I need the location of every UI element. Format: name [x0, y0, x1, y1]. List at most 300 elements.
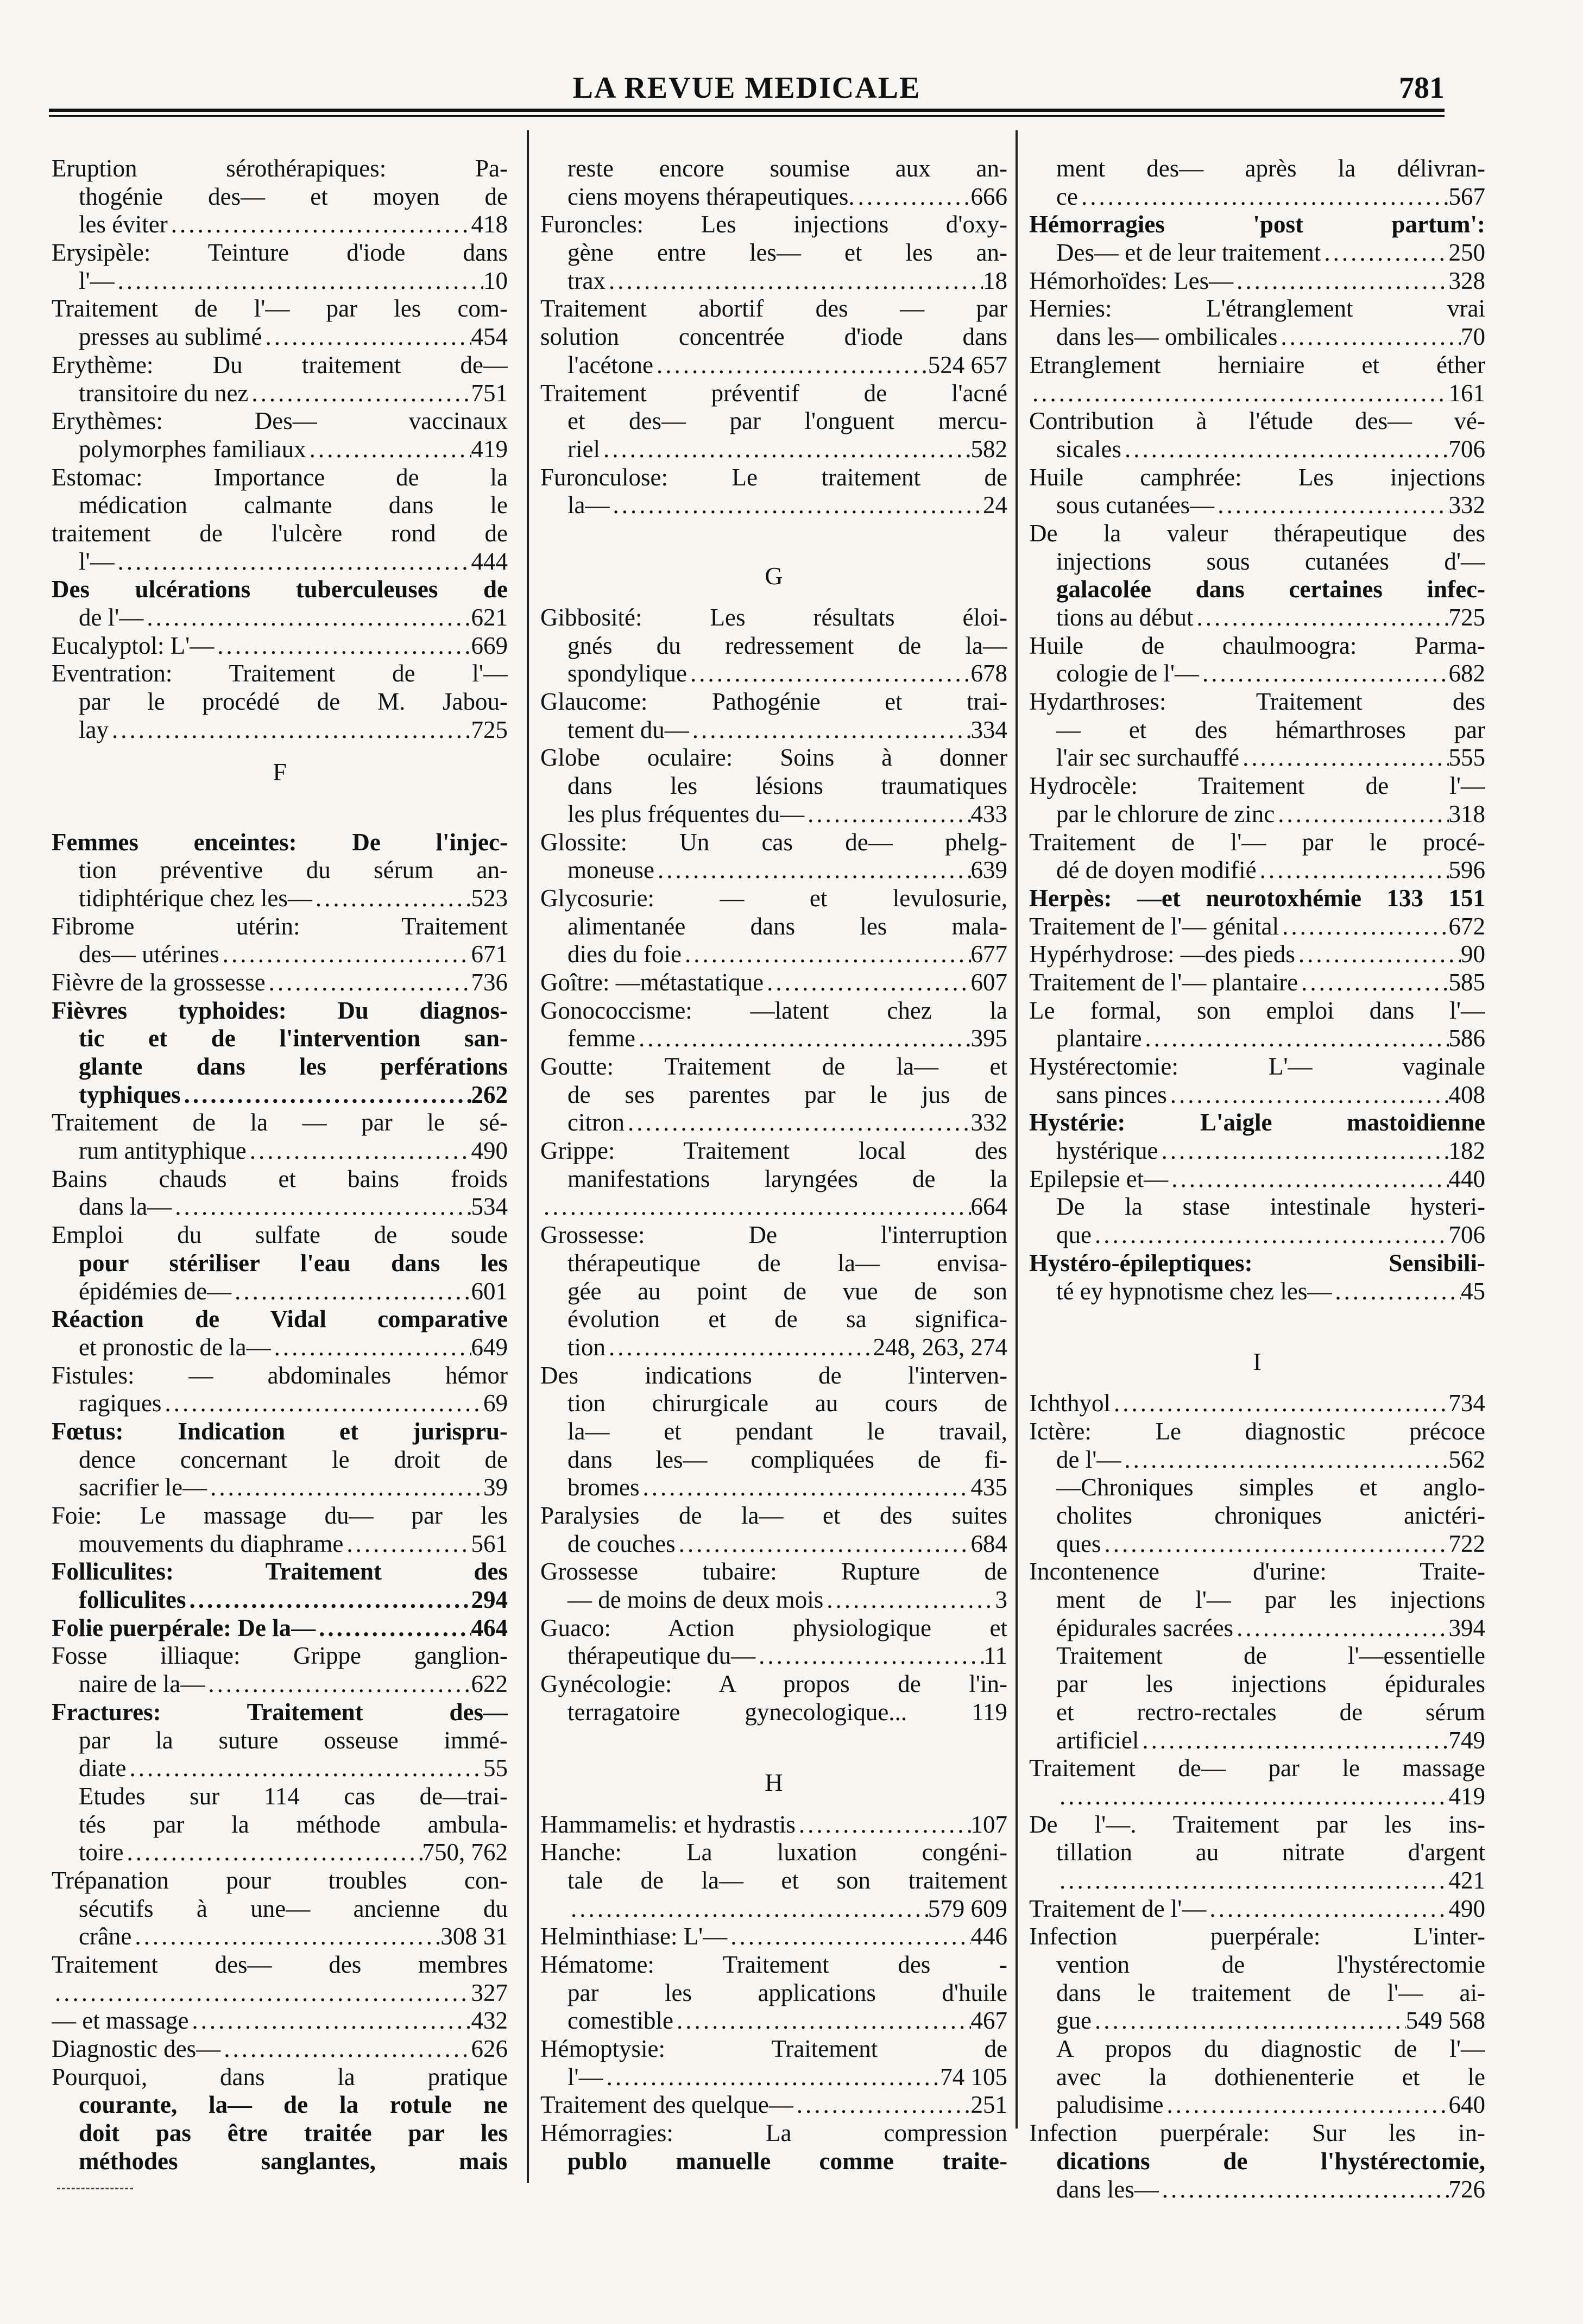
entry-text: que — [1056, 1221, 1092, 1249]
page-ref: 435 — [970, 1474, 1007, 1501]
index-line: et des— par l'onguent mercu- — [567, 407, 1007, 435]
index-line: Ictère: Le diagnostic précoce — [1029, 1417, 1485, 1445]
page-ref: 666 — [970, 182, 1007, 210]
entry-text: plantaire — [1056, 1025, 1142, 1052]
page-ref: 70 — [1461, 323, 1485, 351]
index-line — [1029, 604, 1485, 632]
index-line: Furonculose: Le traitement de — [540, 463, 1007, 491]
leader-dots — [1163, 2091, 1448, 2119]
page-ref: 251 — [970, 2091, 1007, 2119]
entry-text: Eucalyptol: L'— — [52, 631, 215, 659]
leader-dots — [676, 1530, 971, 1558]
page-ref: 549 568 — [1405, 2007, 1485, 2035]
page-ref: 419 — [471, 435, 508, 463]
index-line — [1029, 1614, 1485, 1643]
leader-dots — [1029, 380, 1449, 408]
leader-dots — [1141, 1025, 1448, 1053]
index-line — [52, 1193, 508, 1221]
index-line — [1029, 1727, 1485, 1755]
index-line: gée au point de vue de son — [567, 1277, 1007, 1305]
leader-dots — [793, 2091, 971, 2119]
index-line — [52, 435, 508, 464]
index-line: par les applications d'huile — [567, 1979, 1007, 2006]
index-line: Réaction de Vidal comparative — [52, 1305, 508, 1333]
index-line: évolution et de sa significa- — [567, 1305, 1007, 1333]
page-ref: 464 — [471, 1614, 508, 1641]
page-ref: 250 — [1448, 239, 1485, 267]
page-ref: 677 — [970, 940, 1007, 968]
index-line: de ses parentes par le jus de — [567, 1081, 1007, 1108]
leader-dots — [52, 1979, 471, 2007]
leader-dots — [220, 2035, 471, 2063]
leader-dots — [207, 1474, 483, 1502]
index-line — [52, 1979, 508, 2007]
index-line: Erythèmes: Des— vaccinaux — [52, 407, 508, 435]
index-line — [1029, 940, 1485, 969]
entry-text: crâne — [79, 1923, 132, 1950]
index-line: méthodes sanglantes, mais — [79, 2147, 508, 2175]
page-ref: 567 — [1448, 182, 1485, 210]
index-line — [1029, 800, 1485, 829]
page-ref: 523 — [471, 884, 508, 912]
leader-dots — [1233, 1614, 1448, 1643]
index-line: Fibrome utérin: Traitement — [52, 912, 508, 940]
entry-text: té ey hypnotisme chez les— — [1056, 1277, 1332, 1305]
index-line — [540, 2063, 1007, 2092]
page-ref: 749 — [1448, 1726, 1485, 1754]
page-ref: 433 — [970, 800, 1007, 828]
index-line: Pourquoi, dans la pratique — [52, 2063, 508, 2091]
index-line: Eruption sérothérapiques: Pa- — [52, 155, 508, 182]
column-divider-1 — [527, 130, 529, 2183]
index-line — [1029, 913, 1485, 941]
page-ref: 182 — [1448, 1137, 1485, 1165]
index-line: Incontenence d'urine: Traite- — [1029, 1558, 1485, 1586]
leader-dots — [115, 267, 483, 295]
entry-text: Folie puerpérale: De la— — [52, 1614, 316, 1641]
page-ref: 671 — [471, 940, 508, 968]
leader-dots — [1121, 435, 1449, 464]
entry-text: Traitement de l'— génital — [1029, 912, 1279, 940]
section-letter-f: F — [273, 758, 287, 786]
entry-text: transitoire du nez — [79, 379, 249, 407]
index-line — [540, 1586, 1007, 1614]
entry-text: dans les— — [1056, 2175, 1159, 2203]
index-line — [1029, 183, 1485, 211]
page-ref: 490 — [471, 1137, 508, 1165]
leader-dots — [1111, 1390, 1449, 1418]
index-line — [52, 211, 508, 239]
entry-text: presses au sublimé — [79, 323, 262, 351]
index-line — [1029, 660, 1485, 688]
entry-text: épidémies de— — [79, 1277, 232, 1305]
index-line — [52, 1614, 508, 1643]
entry-text: tions au début — [1056, 604, 1194, 631]
index-line — [540, 800, 1007, 829]
journal-title: LA REVUE MEDICALE — [572, 71, 921, 105]
page-ref: 582 — [970, 435, 1007, 463]
leader-dots — [1139, 1727, 1448, 1755]
leader-dots — [126, 1754, 483, 1783]
leader-dots — [131, 1923, 440, 1951]
index-line: courante, la— de la rotule ne — [79, 2091, 508, 2119]
leader-dots — [1214, 491, 1448, 520]
leader-dots — [1078, 183, 1449, 211]
entry-text: artificiel — [1056, 1726, 1139, 1754]
index-line — [1029, 1165, 1485, 1193]
page-ref: 308 31 — [440, 1923, 508, 1950]
entry-text: sous cutanées— — [1056, 491, 1215, 519]
leader-dots — [231, 1278, 471, 1306]
index-line: dans les lésions traumatiques — [567, 772, 1007, 800]
index-line — [540, 1895, 1007, 1923]
index-line: De la stase intestinale hysteri- — [1056, 1193, 1485, 1221]
leader-dots — [1199, 660, 1448, 688]
index-line — [52, 323, 508, 351]
leader-dots — [1206, 1895, 1448, 1923]
leader-dots — [219, 940, 471, 969]
page-ref: 664 — [970, 1193, 1007, 1221]
leader-dots — [687, 660, 971, 688]
index-line: galacolée dans certaines infec- — [1056, 576, 1485, 603]
leader-dots — [186, 1586, 471, 1614]
index-line: Glossite: Un cas de— phelg- — [540, 828, 1007, 856]
entry-text: Traitement de l'— plantaire — [1029, 968, 1298, 996]
index-line: Folliculites: Traitement des — [52, 1558, 508, 1586]
index-line — [540, 1193, 1007, 1221]
index-column-2 — [540, 155, 1007, 2176]
index-line: Traitement de— par le massage — [1029, 1754, 1485, 1782]
header-rule-thick — [49, 109, 1445, 112]
index-line: Traitement de l'— par les com- — [52, 295, 508, 323]
index-line — [540, 435, 1007, 464]
page-ref: 534 — [471, 1193, 508, 1221]
index-line: Traitement de l'—essentielle — [1056, 1642, 1485, 1670]
leader-dots — [115, 548, 471, 576]
page-ref: 561 — [471, 1530, 508, 1557]
index-line: et rectro-rectales de sérum — [1056, 1698, 1485, 1726]
entry-text: Traitement de l'— — [1029, 1894, 1207, 1922]
index-line: ment des— après la délivran- — [1056, 155, 1485, 182]
page-ref: 318 — [1448, 800, 1485, 828]
index-line — [52, 548, 508, 576]
leader-dots — [1092, 1221, 1449, 1249]
page-ref: 327 — [471, 1979, 508, 2006]
index-line: Hystéro-épileptiques: Sensibili- — [1029, 1249, 1485, 1277]
leader-dots — [609, 491, 983, 520]
index-line — [1029, 323, 1485, 351]
index-line: Gibbosité: Les résultats éloi- — [540, 604, 1007, 631]
entry-text: de couches — [567, 1530, 676, 1557]
page-ref: 562 — [1448, 1445, 1485, 1473]
entry-text: lay — [79, 716, 109, 743]
leader-dots — [1121, 1446, 1448, 1474]
page-ref: 408 — [1448, 1081, 1485, 1108]
index-line: thogénie des— et moyen de — [79, 182, 508, 210]
entry-text: rum antityphique — [79, 1137, 247, 1165]
leader-dots — [606, 267, 983, 295]
leader-dots — [306, 435, 471, 464]
index-line — [1029, 969, 1485, 997]
page-ref: 669 — [471, 631, 508, 659]
index-line — [540, 183, 1007, 211]
leader-dots — [1295, 940, 1461, 969]
index-line: injections sous cutanées d'— — [1056, 547, 1485, 575]
index-line — [1029, 744, 1485, 772]
index-line — [540, 2091, 1007, 2119]
leader-dots — [1279, 913, 1448, 941]
entry-text: sacrifier le— — [79, 1474, 207, 1501]
leader-dots — [1277, 323, 1461, 351]
index-line: Paralysies de la— et des suites — [540, 1502, 1007, 1530]
entry-text: toire — [79, 1839, 124, 1866]
index-line: A propos du diagnostic de l'— — [1056, 2035, 1485, 2063]
index-line: Hystérie: L'aigle mastoidienne — [1029, 1109, 1485, 1136]
index-line: Grippe: Traitement local des — [540, 1137, 1007, 1165]
page-ref: 45 — [1461, 1277, 1485, 1305]
index-column-3 — [1029, 155, 1485, 2203]
index-line: cholites chroniques anictéri- — [1056, 1502, 1485, 1530]
leader-dots — [188, 2007, 471, 2035]
entry-text: ques — [1056, 1530, 1101, 1557]
page-ref: 622 — [471, 1670, 508, 1698]
page-ref: 751 — [471, 379, 508, 407]
page-ref: 684 — [970, 1530, 1007, 1557]
entry-text: mouvements du diaphrame — [79, 1530, 344, 1557]
entry-text: Traitement des quelque— — [540, 2091, 793, 2119]
index-line: Huile camphrée: Les injections — [1029, 463, 1485, 491]
entry-text: l'— — [567, 2063, 603, 2091]
index-line — [52, 267, 508, 295]
index-line — [52, 604, 508, 632]
entry-text: hystérique — [1056, 1137, 1158, 1165]
index-line: solution concentrée d'iode dans — [540, 323, 1007, 351]
leader-dots — [755, 1642, 984, 1670]
index-line — [1029, 380, 1485, 408]
page-ref: 248, 263, 274 — [873, 1333, 1007, 1361]
header-rule-thin — [49, 115, 1445, 117]
index-line — [540, 1530, 1007, 1558]
page-ref: 161 — [1448, 379, 1485, 407]
index-line: Hémorragies: La compression — [540, 2119, 1007, 2147]
index-line: tillation au nitrate d'argent — [1056, 1839, 1485, 1866]
index-line — [52, 1081, 508, 1109]
entry-text: cologie de l'— — [1056, 660, 1200, 687]
index-line: Grossesse: De l'interruption — [540, 1221, 1007, 1249]
index-line — [540, 1811, 1007, 1839]
entry-text: gue — [1056, 2007, 1092, 2035]
entry-text: Epilepsie et— — [1029, 1165, 1169, 1192]
index-line: De la valeur thérapeutique des — [1029, 519, 1485, 547]
index-line: sécutifs à une— ancienne du — [79, 1894, 508, 1922]
index-line: Eventration: Traitement de l'— — [52, 660, 508, 687]
index-line — [1029, 239, 1485, 267]
entry-text: Ichthyol — [1029, 1390, 1111, 1417]
index-line: Fièvres typhoides: Du diagnos- — [52, 996, 508, 1024]
page-ref: 394 — [1448, 1614, 1485, 1641]
index-line — [52, 380, 508, 408]
index-line — [540, 1109, 1007, 1137]
index-line — [52, 940, 508, 969]
index-line: doit pas être traitée par les — [79, 2119, 508, 2147]
index-line: dans les— compliquées de fi- — [567, 1445, 1007, 1473]
index-line: Hématome: Traitement des - — [540, 1951, 1007, 1979]
entry-text: thérapeutique du— — [567, 1642, 756, 1670]
index-line — [1029, 267, 1485, 295]
entry-text: sans pinces — [1056, 1081, 1167, 1108]
index-line: tale de la— et son traitement — [567, 1866, 1007, 1894]
index-line — [52, 1334, 508, 1362]
leader-dots — [1056, 1783, 1449, 1811]
index-line: vention de l'hystérectomie — [1056, 1951, 1485, 1979]
index-line — [52, 2007, 508, 2035]
entry-text: citron — [567, 1109, 625, 1136]
page-ref: 11 — [983, 1642, 1007, 1670]
index-line: Hémoptysie: Traitement de — [540, 2035, 1007, 2063]
leader-dots — [1056, 1867, 1449, 1895]
index-line — [52, 2035, 508, 2063]
entry-text: Helminthiase: L'— — [540, 1923, 728, 1950]
entry-text: — et massage — [52, 2007, 189, 2035]
index-line: Contribution à l'étude des— vé- — [1029, 407, 1485, 435]
leader-dots — [796, 1811, 971, 1839]
index-line — [1029, 2091, 1485, 2119]
index-line — [1029, 2007, 1485, 2035]
index-line: dence concernant le droit de — [79, 1445, 508, 1473]
entry-text: l'— — [79, 547, 115, 575]
index-line — [540, 1334, 1007, 1362]
index-line: alimentanée dans les mala- — [567, 912, 1007, 940]
entry-text: les plus fréquentes du— — [567, 800, 805, 828]
index-line — [540, 940, 1007, 969]
index-line: Le formal, son emploi dans l'— — [1029, 996, 1485, 1024]
leader-dots — [654, 856, 971, 885]
page-ref: 640 — [1448, 2091, 1485, 2119]
index-line: Guaco: Action physiologique et — [540, 1614, 1007, 1641]
index-line — [52, 1839, 508, 1867]
index-line — [1029, 1025, 1485, 1053]
leader-dots — [312, 885, 471, 913]
index-line: De l'—. Traitement par les ins- — [1029, 1810, 1485, 1838]
index-line — [1029, 1081, 1485, 1109]
leader-dots — [1092, 2007, 1406, 2035]
index-line: Trépanation pour troubles con- — [52, 1866, 508, 1894]
leader-dots — [316, 1614, 471, 1643]
index-line — [52, 1390, 508, 1418]
leader-dots — [109, 716, 471, 744]
index-line: Infection puerpérale: Sur les in- — [1029, 2119, 1485, 2147]
page-ref: 334 — [970, 716, 1007, 743]
page-ref: 639 — [970, 856, 1007, 884]
entry-text: la— — [567, 491, 610, 519]
leader-dots — [1257, 856, 1449, 885]
leader-dots — [181, 1081, 471, 1109]
entry-text: ciens moyens thérapeutiques. — [567, 182, 855, 210]
leader-dots — [855, 183, 971, 211]
page-ref: 395 — [970, 1025, 1007, 1052]
page-ref: 626 — [471, 2035, 508, 2063]
entry-text: tement du— — [567, 716, 689, 743]
entry-text: Diagnostic des— — [52, 2035, 221, 2063]
leader-dots — [1193, 604, 1448, 632]
index-line — [52, 1923, 508, 1951]
index-line: Fistules: — abdominales hémor — [52, 1361, 508, 1389]
leader-dots — [266, 969, 471, 997]
page-ref: 332 — [1448, 491, 1485, 519]
page-ref: 555 — [1448, 744, 1485, 772]
index-line: Traitement abortif des — par — [540, 295, 1007, 323]
page-ref: 725 — [471, 716, 508, 743]
entry-text: l'— — [79, 267, 115, 294]
page-ref: 586 — [1448, 1025, 1485, 1052]
entry-text: des— utérines — [79, 940, 219, 968]
section-letter-i: I — [1253, 1347, 1262, 1375]
leader-dots — [248, 380, 471, 408]
entry-text: moneuse — [567, 856, 654, 884]
index-line: par les injections épidurales — [1056, 1670, 1485, 1698]
index-line: Infection puerpérale: L'inter- — [1029, 1923, 1485, 1950]
index-line — [52, 632, 508, 660]
leader-dots — [1239, 744, 1448, 772]
entry-text: bromes — [567, 1474, 640, 1501]
index-line — [52, 1137, 508, 1165]
running-header — [49, 71, 1445, 109]
leader-dots — [205, 1670, 471, 1698]
entry-text: spondylique — [567, 660, 687, 687]
page-ref: 421 — [1448, 1866, 1485, 1894]
index-line: Gynécologie: A propos de l'in- — [540, 1670, 1007, 1698]
leader-dots — [673, 2007, 971, 2035]
index-line — [1029, 1530, 1485, 1558]
page-ref: 579 609 — [928, 1894, 1007, 1922]
page-ref: 107 — [970, 1810, 1007, 1838]
entry-text: Hémorhoïdes: Les— — [1029, 267, 1234, 294]
leader-dots — [1275, 800, 1448, 829]
entry-text: de l'— — [1056, 1445, 1121, 1473]
index-line: gène entre les— et les an- — [567, 239, 1007, 267]
index-line: Hernies: L'étranglement vrai — [1029, 295, 1485, 323]
page-ref: 649 — [471, 1333, 508, 1361]
page-ref: 725 — [1448, 604, 1485, 631]
leader-dots — [567, 1895, 928, 1923]
page-ref: 444 — [471, 547, 508, 575]
leader-dots — [1167, 1081, 1449, 1109]
index-line — [540, 969, 1007, 997]
page-ref: 3 — [995, 1586, 1007, 1614]
index-line — [540, 1642, 1007, 1670]
index-line: par la suture osseuse immé- — [79, 1726, 508, 1754]
leader-dots — [143, 604, 471, 632]
index-line: Etudes sur 114 cas de—trai- — [79, 1782, 508, 1810]
index-line — [1029, 1446, 1485, 1474]
leader-dots — [343, 1530, 471, 1558]
leader-dots — [262, 323, 471, 351]
page-ref: 332 — [970, 1109, 1007, 1136]
entry-text: Hammamelis: et hydrastis — [540, 1810, 796, 1838]
index-line — [1029, 1783, 1485, 1811]
entry-text: de l'— — [79, 604, 144, 631]
index-line: glante dans les perférations — [79, 1053, 508, 1081]
index-line: tion préventive du sérum an- — [79, 856, 508, 884]
leader-dots — [1158, 1137, 1448, 1165]
page-ref: 678 — [970, 660, 1007, 687]
leader-dots — [653, 351, 928, 380]
page-ref: 490 — [1448, 1894, 1485, 1922]
page-ref: 10 — [483, 267, 508, 294]
index-line — [52, 1530, 508, 1558]
entry-text: — de moins de deux mois — [567, 1586, 824, 1614]
index-line — [540, 351, 1007, 380]
